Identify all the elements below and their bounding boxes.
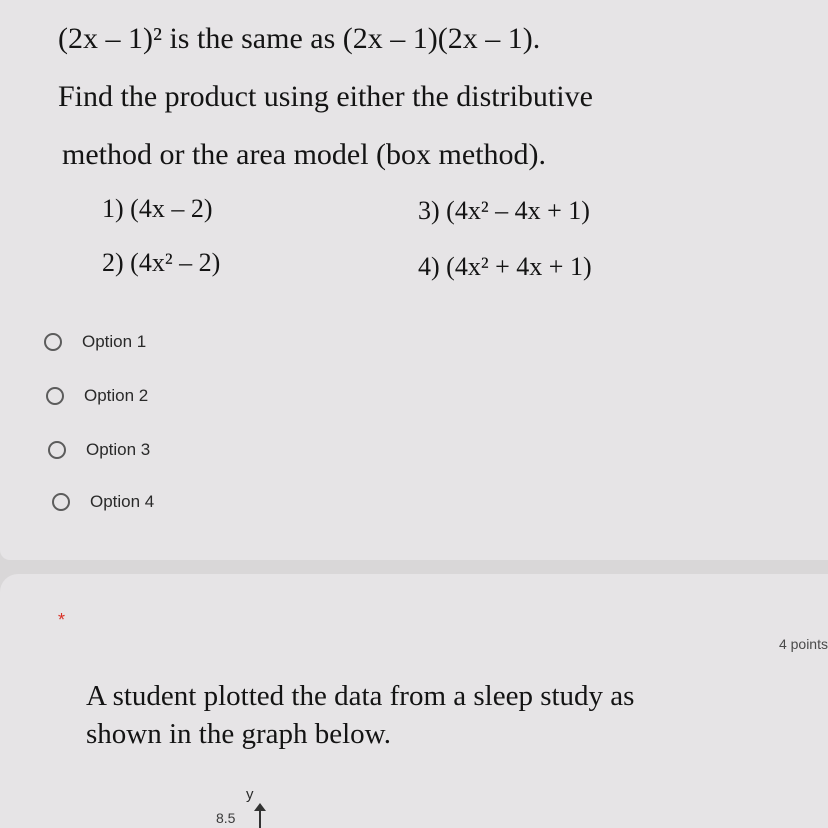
- option-2-radio[interactable]: [46, 386, 148, 406]
- radio-circle-icon[interactable]: [48, 441, 66, 459]
- points-label: 4 points: [778, 636, 828, 652]
- option-3-radio[interactable]: [48, 440, 150, 460]
- option-4-label: Option 4: [90, 492, 155, 511]
- required-asterisk: *: [58, 610, 66, 630]
- radio-circle-icon[interactable]: [52, 493, 70, 511]
- answer-choice-4: 4) (4x² + 4x + 1): [418, 252, 592, 281]
- option-2-label: Option 2: [84, 386, 149, 405]
- answer-choice-3: 3) (4x² – 4x + 1): [418, 196, 590, 225]
- option-1-radio[interactable]: [44, 332, 146, 352]
- radio-circle-icon[interactable]: [46, 387, 64, 405]
- question-2-text-line-1: A student plotted the data from a sleep study as: [86, 680, 635, 712]
- graph-y-axis-label: y: [246, 786, 254, 803]
- radio-circle-icon[interactable]: [44, 333, 62, 351]
- option-3-label: Option 3: [86, 440, 151, 459]
- question-text-line-2: Find the product using either the distributive: [58, 80, 593, 113]
- answer-choice-1: 1) (4x – 2): [102, 194, 213, 223]
- answer-choice-2: 2) (4x² – 2): [102, 248, 221, 277]
- graph-y-axis: [259, 808, 261, 828]
- option-1-label: Option 1: [82, 332, 147, 351]
- question-text-line-3: method or the area model (box method).: [62, 138, 547, 171]
- question-text-line-1: (2x – 1)² is the same as (2x – 1)(2x – 1).: [58, 22, 541, 55]
- question-2-text-line-2: shown in the graph below.: [86, 718, 391, 750]
- graph-tick-label: 8.5: [216, 810, 236, 826]
- option-4-radio[interactable]: [52, 492, 154, 512]
